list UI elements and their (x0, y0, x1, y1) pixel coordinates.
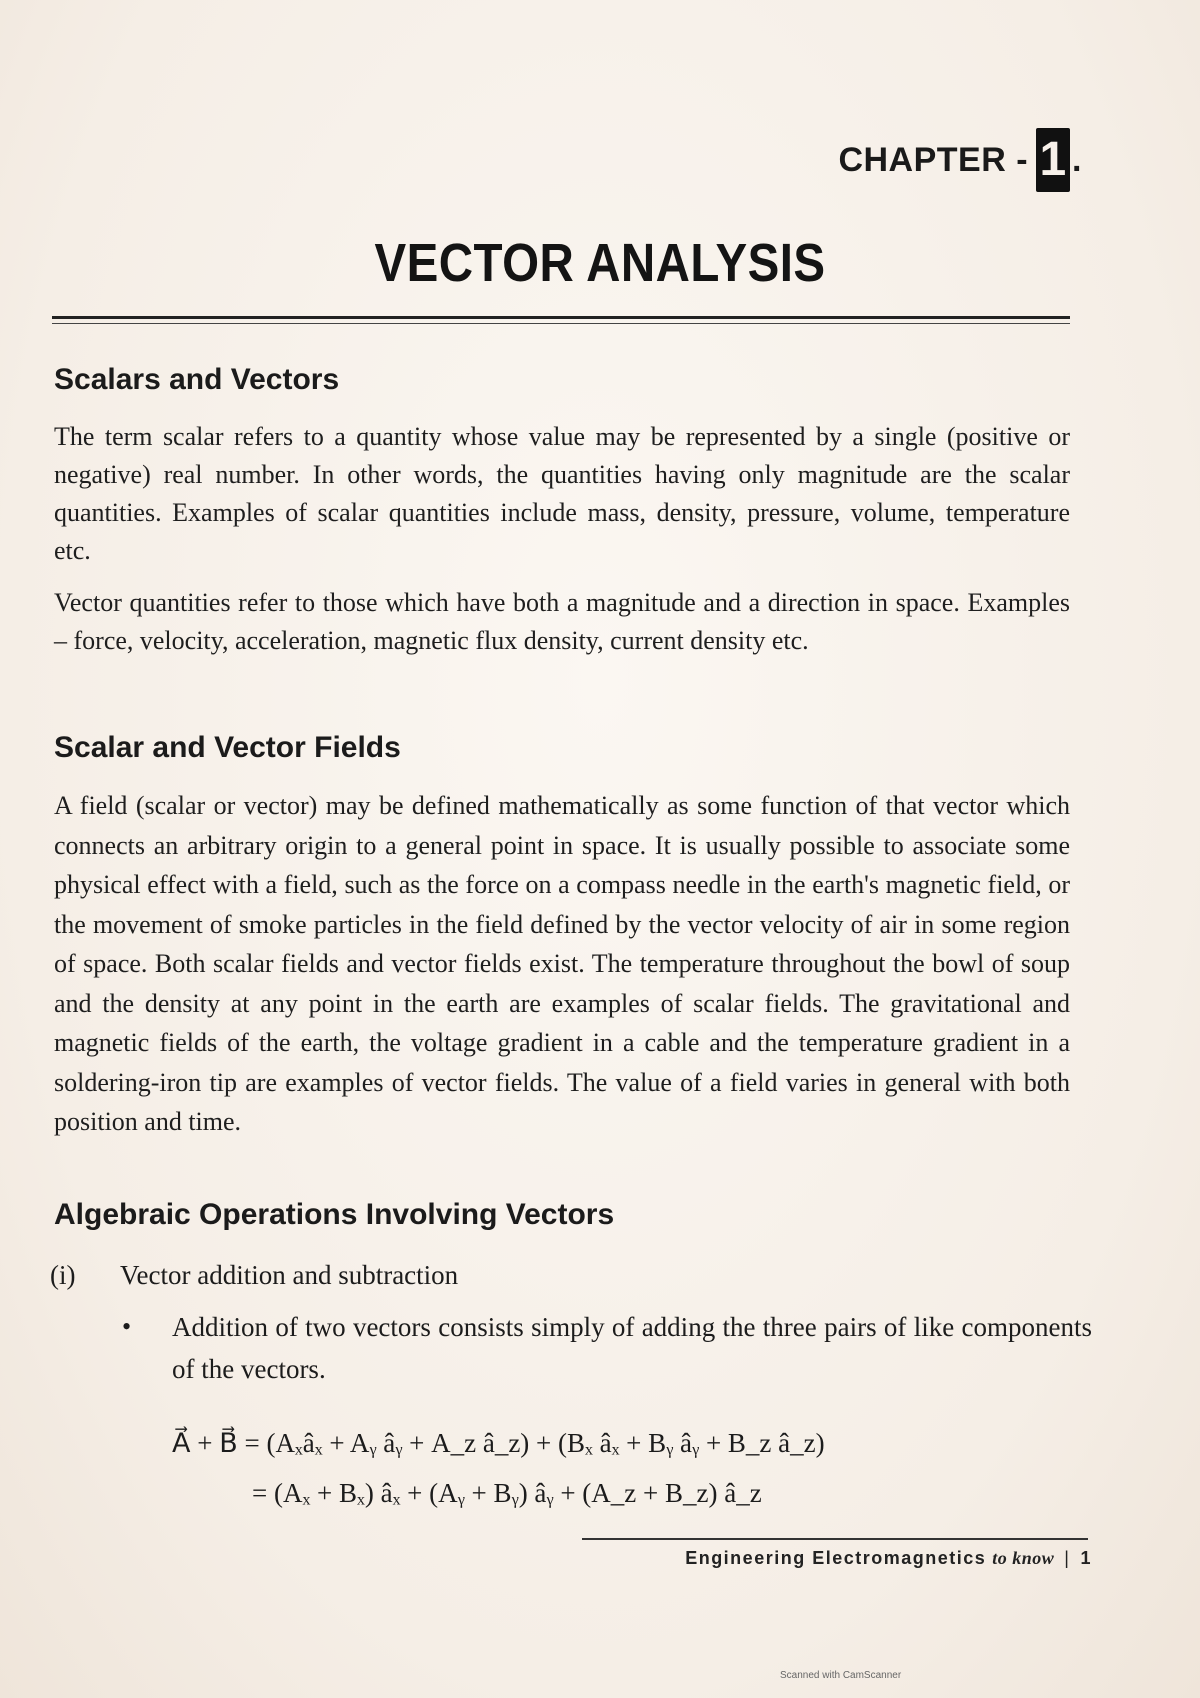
equation-vector-sum: A⃗ + B⃗ = (Aₓâₓ + Aᵧ âᵧ + A_z â_z) + (Bₓ âₓ + Bᵧ âᵧ + B_z â_z) (172, 1428, 825, 1458)
chapter-dot: . (1072, 140, 1082, 179)
section-heading-algebraic-operations: Algebraic Operations Involving Vectors (54, 1198, 615, 1231)
chapter-heading (838, 128, 1082, 192)
bullet-marker: • (122, 1312, 132, 1341)
footer-divider (582, 1538, 1088, 1540)
paragraph-fields: A field (scalar or vector) may be defined mathematically as some function of that vector which connects an arbitrary origin to a general point in space. It is usually possible to associate some physical effect with a field, such as the force on a compass needle in the earth's magnetic field, or the movement of smoke particles in the field defined by the vector velocity of air in some region of space. Both scalar fields and vector fields exist. The temperature throughout the bowl of soup and the density at any point in the earth are examples of scalar fields. The gravitational and magnetic fields of the earth, the voltage gradient in a cable and the temperature gradient in a soldering-iron tip are examples of vector fields. The value of a field varies in general with both position and time. (54, 791, 1070, 1136)
page-number: 1 (1080, 1548, 1092, 1568)
title-divider (52, 316, 1070, 324)
list-item-label: (i) (50, 1260, 76, 1290)
section-heading-scalars-vectors: Scalars and Vectors (54, 363, 340, 396)
scan-watermark: Scanned with CamScanner (780, 1670, 902, 1681)
page-title: VECTOR ANALYSIS (374, 233, 826, 293)
bullet-text: Addition of two vectors consists simply of adding the three pairs of like components of the vectors. (172, 1312, 1092, 1384)
footer-book-title: Engineering Electromagnetics (685, 1548, 987, 1568)
paragraph-vector-definition: Vector quantities refer to those which have both a magnitude and a direction in space. Examples – force, velocity, acceleration, magnetic flux density, current density etc. (54, 588, 1070, 655)
footer-tagline: to know (992, 1548, 1055, 1568)
chapter-number: 1 (1036, 128, 1070, 192)
section-heading-fields: Scalar and Vector Fields (54, 731, 401, 764)
equation-vector-sum-components: = (Aₓ + Bₓ) âₓ + (Aᵧ + Bᵧ) âᵧ + (A_z + B_z) â_z (252, 1478, 762, 1508)
footer-separator: | (1064, 1548, 1071, 1568)
paragraph-scalar-definition: The term scalar refers to a quantity whose value may be represented by a single (positive or negative) real number. In other words, the quantities having only magnitude are the scalar quantities. Examples of scalar quantities include mass, density, pressure, volume, temperature etc. (54, 422, 1070, 565)
page-footer (685, 1548, 1092, 1569)
list-item-title: Vector addition and subtraction (120, 1260, 459, 1290)
chapter-label: CHAPTER - (838, 140, 1029, 179)
